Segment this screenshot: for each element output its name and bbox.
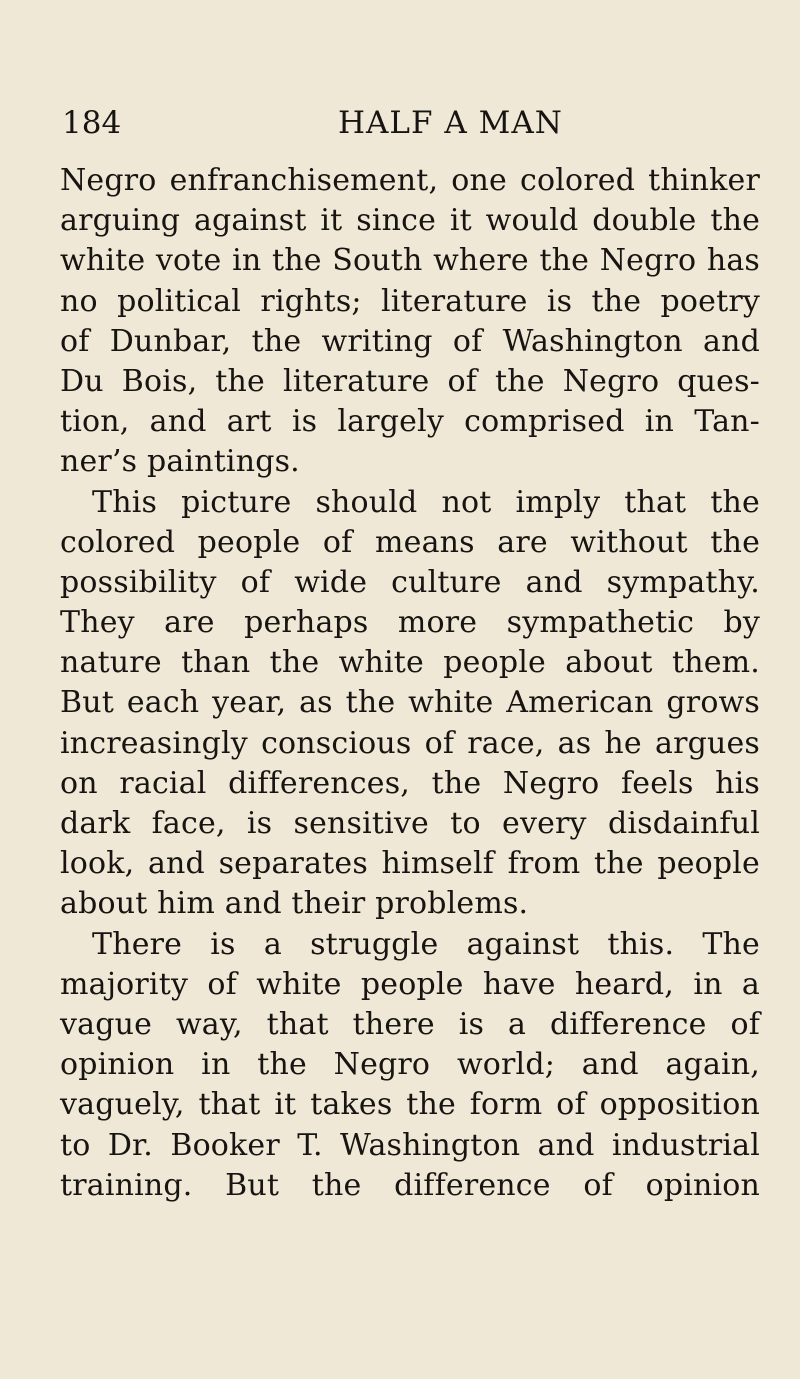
paragraph-start-line: There is a struggle against this. The: [92, 926, 760, 962]
text-line: colored people of means are without the: [60, 524, 760, 560]
text-line: about him and their problems.: [60, 886, 529, 922]
text-line: no political rights; literature is the poetry: [60, 283, 760, 319]
text-line: arguing against it since it would double the: [60, 203, 760, 239]
text-line: tion, and art is largely comprised in Tan-: [60, 404, 760, 440]
text-line: majority of white people have heard, in a: [60, 966, 760, 1002]
text-line: to Dr. Booker T. Washington and industrial: [60, 1127, 760, 1163]
text-line: white vote in the South where the Negro has: [60, 243, 760, 279]
page-header: [62, 97, 762, 149]
body-text: [60, 161, 760, 1206]
text-line: vague way, that there is a difference of: [60, 1006, 760, 1042]
text-line: training. But the difference of opinion: [60, 1167, 760, 1203]
text-line: look, and separates himself from the people: [60, 846, 760, 882]
text-line: dark face, is sensitive to every disdainful: [60, 806, 760, 841]
text-line: possibility of wide culture and sympathy.: [60, 564, 760, 600]
text-line: on racial differences, the Negro feels his: [60, 765, 760, 801]
text-line: Negro enfranchisement, one colored thinker: [60, 163, 760, 198]
text-line: Du Bois, the literature of the Negro ques-: [60, 363, 760, 399]
text-line: ner’s paintings.: [60, 444, 300, 480]
text-line: increasingly conscious of race, as he argues: [60, 725, 760, 761]
text-line: They are perhaps more sympathetic by: [60, 605, 760, 641]
text-line: opinion in the Negro world; and again,: [60, 1047, 760, 1083]
running-title: HALF A MAN: [338, 105, 563, 141]
text-line: But each year, as the white American grows: [60, 685, 760, 721]
text-line: nature than the white people about them.: [60, 645, 760, 681]
page-number: 184: [62, 105, 122, 141]
text-line: of Dunbar, the writing of Washington and: [60, 323, 760, 359]
paragraph-start-line: This picture should not imply that the: [92, 484, 760, 520]
text-line: vaguely, that it takes the form of opposition: [60, 1087, 760, 1123]
